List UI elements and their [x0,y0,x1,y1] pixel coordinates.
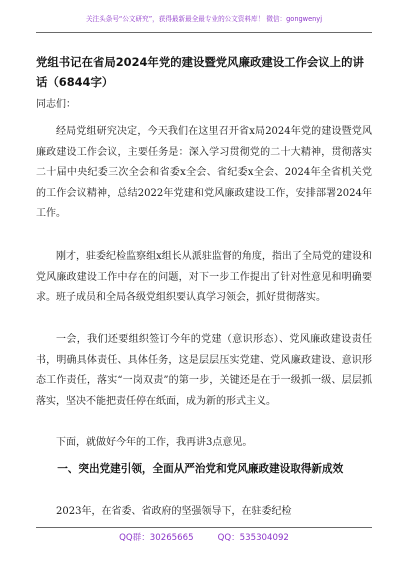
paragraph-4: 下面，就做好今年的工作，我再讲3点意见。 [56,437,253,448]
paragraph-5: 2023年，在省委、省政府的坚强领导下，在驻委纪检 [56,506,292,517]
document-title: 党组书记在省局2024年党的建设暨党风廉政建设工作会议上的讲话（6844字） [36,55,364,89]
header-banner: 关注头条号“公文研究”，获得最新最全最专业的公文资料库！ 微信：gongwenyj [85,15,323,23]
footer-contacts [36,531,372,545]
paragraph-2: 刚才，驻委纪检监察组x组长从派驻监督的角度，指出了全局党的建设和党风廉政建设工作中存在的问题，对下一步工作提出了针对性意见和明确要求。班子成员和全局各级党组织要认真学习领会，抓好贯彻落实。 [36,251,372,303]
paragraph-1: 经局党组研究决定，今天我们在这里召开省x局2024年党的建设暨党风廉政建设工作会议，主要任务是：深入学习贯彻党的二十大精神，贯彻落实二十届中央纪委三次全会和省委x全会、省纪委x全会、2024年全省机关党的工作会议精神，总结2022年党建和党风廉政建设工作，安排部署2024年工作。 [36,126,372,219]
section-heading: 一、突出党建引领，全面从严治党和党风廉政建设取得新成效 [57,463,344,475]
qq-number: QQ：535304092 [217,533,289,543]
footer-divider [36,527,372,528]
header-divider [36,32,372,33]
salutation: 同志们： [36,99,76,110]
qq-group-number: QQ群：30265665 [119,533,194,543]
paragraph-3: 一会，我们还要组织签订今年的党建（意识形态）、党风廉政建设责任书，明确具体责任、具体任务，这是层层压实党建、党风廉政建设、意识形态工作责任，落实“一岗双责”的第一步，关键还是在于一级抓一级、层层抓落实，坚决不能把责任停在纸面，成为新的形式主义。 [36,334,372,407]
